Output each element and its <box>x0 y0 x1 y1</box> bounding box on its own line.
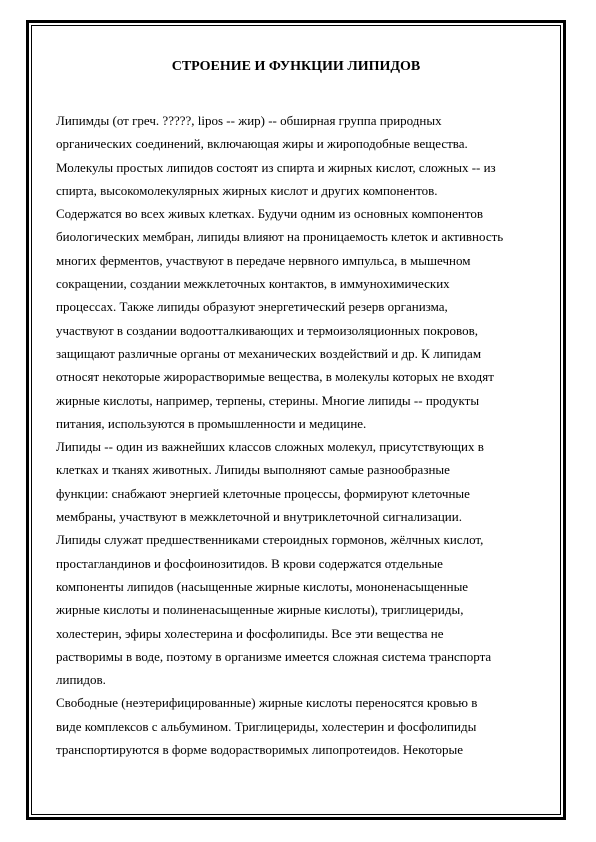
text-line: многих ферментов, участвуют в передаче нервного импульса, в мышечном <box>56 252 471 268</box>
text-line: Молекулы простых липидов состоят из спирта и жирных кислот, сложных -- из <box>56 159 496 175</box>
text-line: компоненты липидов (насыщенные жирные кислоты, мононенасыщенные <box>56 578 469 594</box>
text-line: спирта, высокомолекулярных жирных кислот и других компонентов. <box>56 182 438 198</box>
text-line: транспортируются в форме водорастворимых липопротеидов. Некоторые <box>56 742 464 758</box>
document-body <box>56 109 546 761</box>
page-title: СТРОЕНИЕ И ФУНКЦИИ ЛИПИДОВ <box>171 59 421 74</box>
text-line: Липимды (от греч. ?????, lipos -- жир) -- обширная группа природных <box>56 113 442 128</box>
text-line: жирные кислоты и полиненасыщенные жирные кислоты), триглицериды, <box>56 602 464 618</box>
text-line: относят некоторые жирорастворимые вещества, в молекулы которых не входят <box>56 369 494 385</box>
text-line: жирные кислоты, например, терпены, стерины. Многие липиды -- продукты <box>56 392 480 408</box>
text-line: процессах. Также липиды образуют энергетический резерв организма, <box>56 299 448 315</box>
text-line: Липиды -- один из важнейших классов сложных молекул, присутствующих в <box>56 439 484 455</box>
text-line: биологических мембран, липиды влияют на проницаемость клеток и активность <box>56 229 504 245</box>
text-line: Липиды служат предшественниками стероидных гормонов, жёлчных кислот, <box>56 532 484 548</box>
text-line: Содержатся во всех живых клетках. Будучи одним из основных компонентов <box>56 206 483 222</box>
text-line: простагландинов и фосфоинозитидов. В крови содержатся отдельные <box>56 555 443 571</box>
text-line: растворимы в воде, поэтому в организме имеется сложная система транспорта <box>56 648 492 664</box>
text-line: участвуют в создании водоотталкивающих и термоизоляционных покровов, <box>56 322 478 338</box>
text-line: Свободные (неэтерифицированные) жирные кислоты переносятся кровью в <box>56 695 478 711</box>
text-line: питания, используются в промышленности и медицине. <box>56 415 367 431</box>
text-line: виде комплексов с альбумином. Триглицериды, холестерин и фосфолипиды <box>56 718 477 734</box>
text-line: функции: снабжают энергией клеточные процессы, формируют клеточные <box>56 485 470 501</box>
text-line: мембраны, участвуют в межклеточной и внутриклеточной сигнализации. <box>56 509 462 525</box>
text-line: клетках и тканях животных. Липиды выполняют самые разнообразные <box>56 462 450 478</box>
text-line: защищают различные органы от механических воздействий и др. К липидам <box>56 345 482 361</box>
text-line: холестерин, эфиры холестерина и фосфолипиды. Все эти вещества не <box>56 625 444 641</box>
text-line: органических соединений, включающая жиры и жироподобные вещества. <box>56 136 468 152</box>
text-line: липидов. <box>56 672 106 688</box>
text-line: сокращении, создании межклеточных контактов, в иммунохимических <box>56 276 450 292</box>
